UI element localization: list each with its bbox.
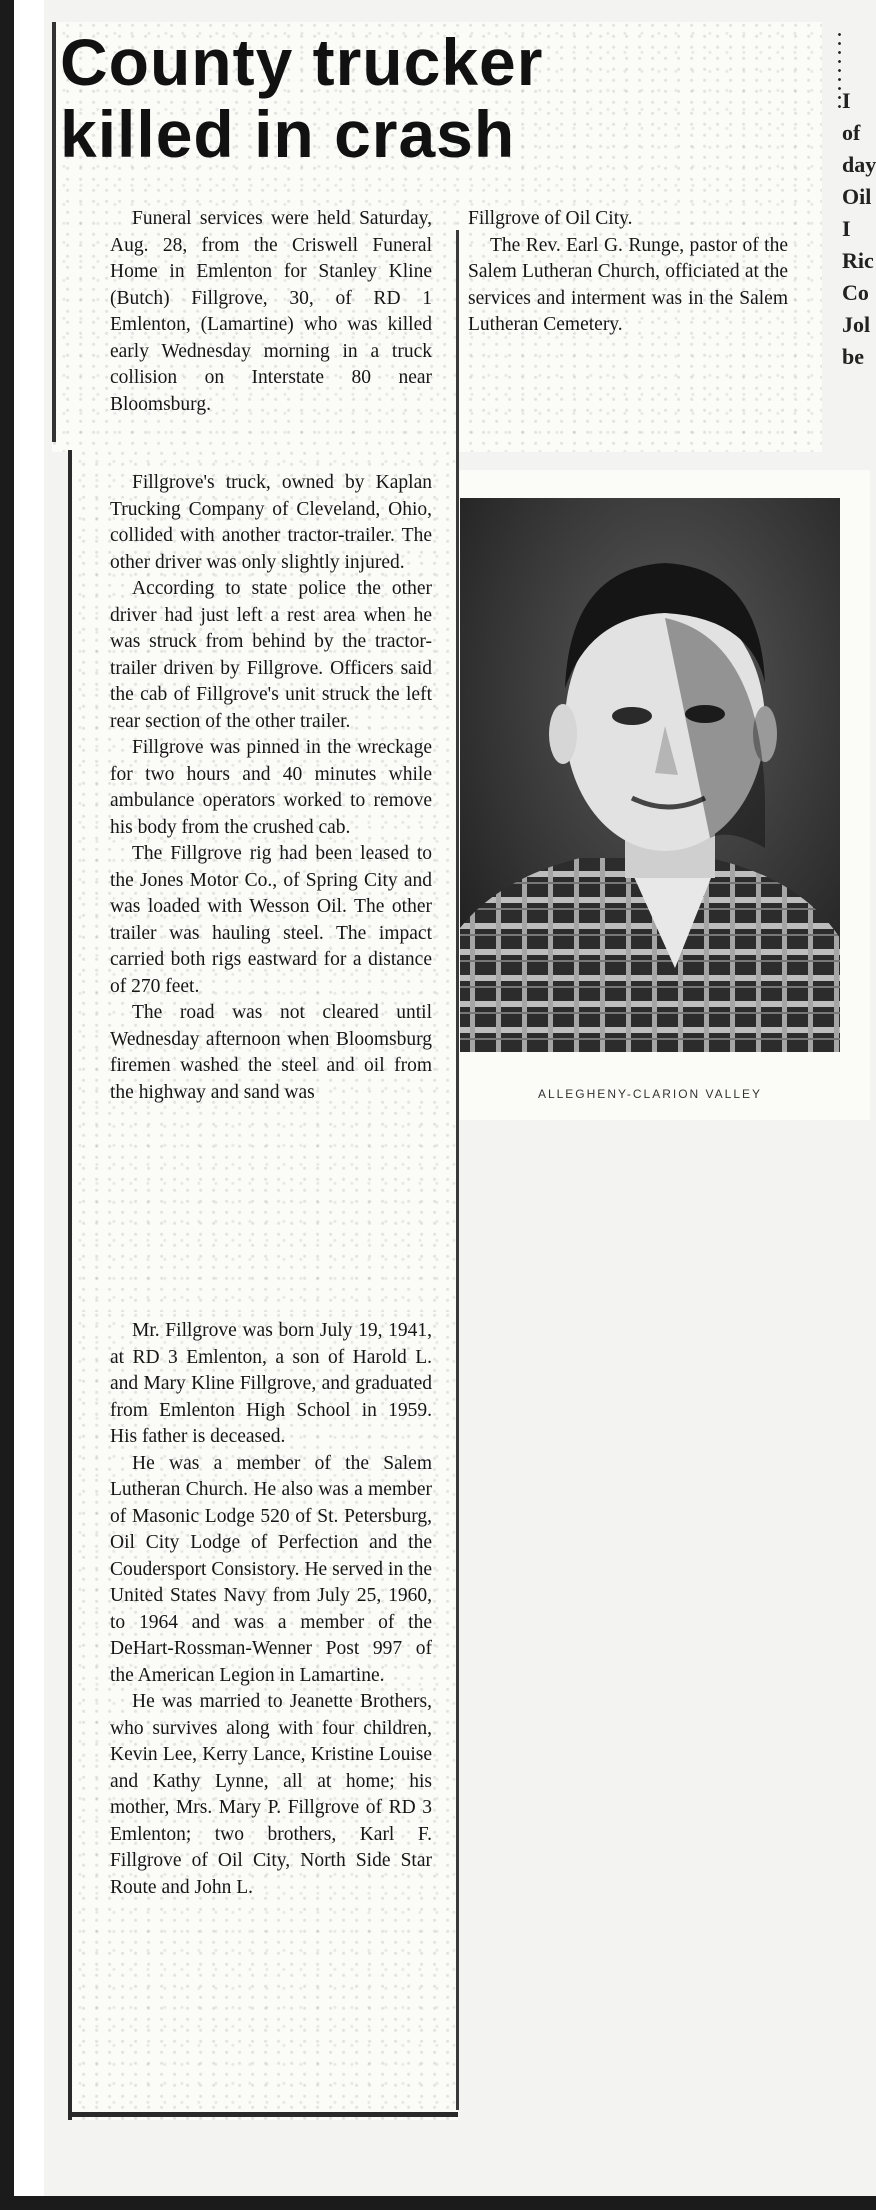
fragment-line: Ric [842, 248, 874, 273]
fragment-line: Co [842, 280, 869, 305]
paragraph: The Rev. Earl G. Runge, pastor of the Salem Lutheran Church, officiated at the services and interment was in the Salem Lutheran Cemetery. [468, 234, 788, 335]
paragraph: Fillgrove of Oil City. [468, 208, 633, 229]
fragment-line: I [842, 216, 851, 241]
headline [60, 26, 790, 170]
headline-line-1: County trucker [60, 25, 544, 99]
fragment-line: Oil [842, 184, 872, 209]
portrait-image [460, 498, 840, 1052]
paragraph: Funeral services were held Saturday, Aug. 28, from the Criswell Funeral Home in Emlenton for Stanley Kline (Butch) Fillgrove, 30, of RD 1 Emlenton, (Lamartine) who was killed early Wednesday morning in a truck collision on Interstate 80 near Bloomsburg. [110, 208, 432, 415]
fragment-line: day [842, 152, 876, 177]
fragment-line: Jol [842, 312, 871, 337]
scan-border-bottom [0, 2196, 876, 2210]
paragraph: He was married to Jeanette Brothers, who survives along with four children, Kevin Lee, Kerry Lance, Kristine Louise and Kathy Lynne, all at home; his mother, Mrs. Mary P. Fillgrove of RD 3 Emlenton; two brothers, Karl F. Fillgrove of Oil City, North Side Star Route and John L. [110, 1691, 432, 1898]
fragment-line: of [842, 120, 861, 145]
paragraph: The road was not cleared until Wednesday afternoon when Bloomsburg firemen washed the steel and oil from the highway and sand was [110, 1002, 432, 1103]
paragraph: According to state police the other driver had just left a rest area when he was struck from behind by the tractor-trailer driven by Fillgrove. Officers said the cab of Fillgrove's unit struck the left rear section of the other trailer. [110, 578, 432, 732]
fragment-line: be [842, 344, 864, 369]
perforation-dots [838, 30, 841, 110]
paragraph: Fillgrove's truck, owned by Kaplan Trucking Company of Cleveland, Ohio, collided with another tractor-trailer. The other driver was only slightly injured. [110, 472, 432, 573]
headline-line-2: killed in crash [60, 97, 516, 171]
photo-caption: ALLEGHENY-CLARION VALLEY [537, 1087, 763, 1101]
adjacent-clipping-fragment [842, 85, 876, 373]
clip-edge [68, 2112, 458, 2117]
paragraph: The Fillgrove rig had been leased to the Jones Motor Co., of Spring City and was loaded with Wesson Oil. The other trailer was hauling steel. The impact carried both rigs eastward for a distance of 270 feet. [110, 843, 432, 997]
paragraph: Mr. Fillgrove was born July 19, 1941, at RD 3 Emlenton, a son of Harold L. and Mary Kline Fillgrove, and graduated from Emlenton High School in 1959. His father is deceased. [110, 1320, 432, 1447]
scan-margin [14, 0, 44, 2210]
scan-border-left [0, 0, 14, 2210]
fragment-line: I [842, 88, 851, 113]
column-bottom [110, 1318, 432, 1901]
clip-edge [68, 450, 72, 2120]
clip-edge [52, 22, 56, 442]
paragraph: Fillgrove was pinned in the wreckage for two hours and 40 minutes while ambulance operators worked to remove his body from the crushed cab. [110, 737, 432, 838]
column-top-left [110, 206, 432, 418]
paragraph: He was a member of the Salem Lutheran Church. He also was a member of Masonic Lodge 520 of St. Petersburg, Oil City Lodge of Perfection and the Coudersport Consistory. He served in the United States Navy from July 25, 1960, to 1964 and was a member of the DeHart-Rossman-Wenner Post 997 of the American Legion in Lamartine. [110, 1452, 432, 1686]
column-top-right [468, 206, 788, 339]
column-middle [110, 470, 432, 1106]
portrait-photo [460, 498, 840, 1052]
column-divider [456, 230, 459, 2110]
